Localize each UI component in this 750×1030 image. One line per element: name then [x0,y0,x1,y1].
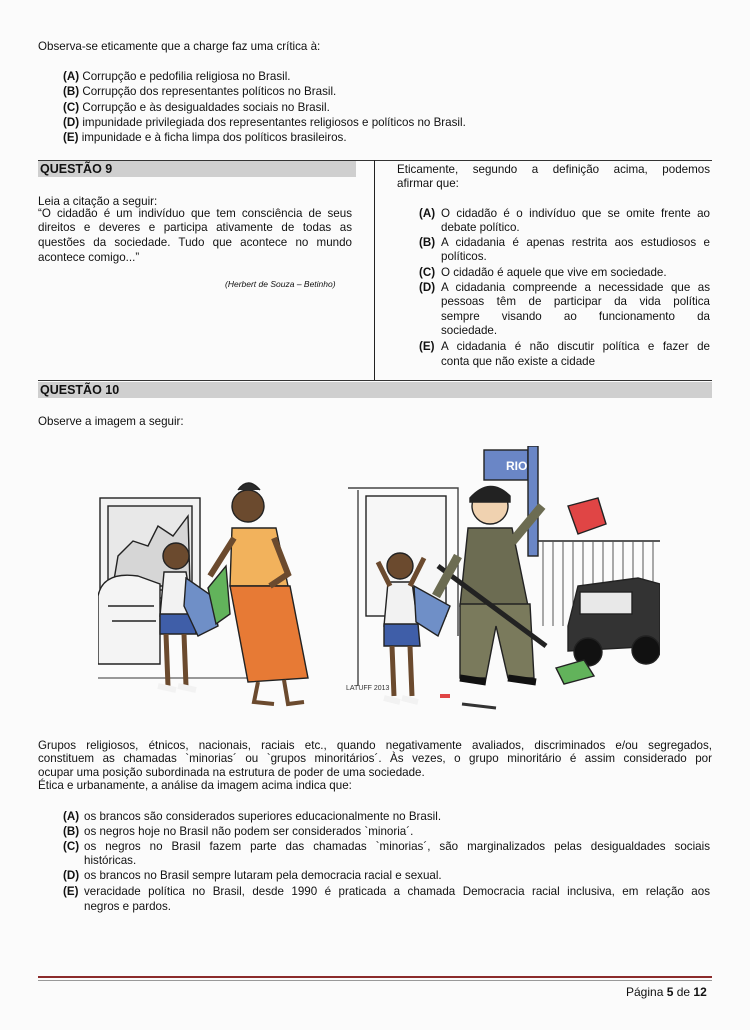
q9-option-b-line-2: políticos. [441,250,487,263]
q9-quote-line-3: questões da sociedade. Tudo que acontece no mundo [38,236,352,249]
q10-option-e-letter: (E) [63,885,79,898]
q10-top-rule [38,380,712,381]
q9-quote-line-2: direitos e deveres e participa ativamente de todas as [38,221,352,234]
q10-option-b-line-1: os negros hoje no Brasil não podem ser considerados `minoria´. [84,825,414,838]
q9-reference: (Herbert de Souza – Betinho) [225,279,336,289]
q9-right-intro-1: Eticamente, segundo a definição acima, podemos [397,163,710,176]
q10-option-b-letter: (B) [63,825,80,838]
q10-option-e-line-1: veracidade política no Brasil, desde 1990 é praticada a chamada Democracia racial inclusiva, em relação aos [84,885,710,898]
q10-paragraph-line-1: Grupos religiosos, étnicos, nacionais, raciais etc., quando negativamente avaliados, discriminados e/ou segregados, [38,739,712,752]
q9-right-intro-2: afirmar que: [397,177,459,190]
q9-option-e-line-1: A cidadania é não discutir política e fazer de [441,340,710,353]
q10-paragraph-line-3: ocupar uma posição subordinada na estrutura de poder de uma sociedade. [38,766,425,779]
q9-intro: Leia a citação a seguir: [38,195,158,208]
q9-option-d-line-2: pessoas têm de participar da vida política [441,295,710,308]
q9-option-d-line-3: sempre visando ao funcionamento da [441,310,710,323]
q8-option-b: (B) Corrupção dos representantes políticos no Brasil. [63,85,337,98]
q10-option-a-line-1: os brancos são considerados superiores educacionalmente no Brasil. [84,810,442,823]
q10-option-c-line-2: históricas. [84,854,137,867]
q10-option-d-line-1: os brancos no Brasil sempre lutaram pela democracia racial e sexual. [84,869,442,882]
footer-rule-thin [38,980,712,981]
q9-option-a-line-1: O cidadão é o indivíduo que se omite frente ao [441,207,710,220]
q9-option-d-line-4: sociedade. [441,324,498,337]
q9-header: QUESTÃO 9 [38,161,356,177]
q9-divider [374,160,375,380]
q10-option-e-line-2: negros e pardos. [84,900,172,913]
q9-option-e-line-2: conta que não existe a cidade [441,355,596,368]
cartoonist-signature: LATUFF 2013 [346,685,390,692]
sign-text: RIO [506,459,528,473]
q8-option-c: (C) Corrupção e às desigualdades sociais no Brasil. [63,101,330,114]
q9-option-a-line-2: debate político. [441,221,520,234]
q9-option-b-letter: (B) [419,236,436,249]
q10-intro: Observe a imagem a seguir: [38,415,184,428]
q10-option-d-letter: (D) [63,869,80,882]
q9-option-a-letter: (A) [419,207,436,220]
q10-question: Ética e urbanamente, a análise da imagem acima indica que: [38,779,352,792]
cartoon-illustration [98,446,660,726]
q10-header: QUESTÃO 10 [38,382,712,398]
q9-option-d-line-1: A cidadania compreende a necessidade que as [441,281,710,294]
page-number: Página 5 de 12 [626,985,707,999]
q9-quote-line-4: acontece comigo...” [38,251,140,264]
q10-option-c-letter: (C) [63,840,80,853]
q9-option-b-line-1: A cidadania é apenas restrita aos estudiosos e [441,236,710,249]
q8-stem: Observa-se eticamente que a charge faz uma crítica à: [38,40,321,53]
q9-option-c-letter: (C) [419,266,436,279]
q9-option-e-letter: (E) [419,340,435,353]
q8-option-d: (D) impunidade privilegiada dos representantes religiosos e políticos no Brasil. [63,116,466,129]
footer-rule [38,976,712,978]
q8-option-e: (E) impunidade e à ficha limpa dos políticos brasileiros. [63,131,347,144]
q10-option-c-line-1: os negros no Brasil fazem parte das chamadas `minorias´, são marginalizados pelas desigualdades sociais [84,840,710,853]
q10-paragraph-line-2: constituem as chamadas `minorias´ ou `grupos minoritários´. Às vezes, o grupo minoritário é assim considerado por [38,752,712,765]
q10-option-a-letter: (A) [63,810,80,823]
q9-option-d-letter: (D) [419,281,436,294]
q9-quote-line-1: “O cidadão é um indivíduo que tem consciência de seus [38,207,352,220]
q8-option-a: (A) Corrupção e pedofilia religiosa no Brasil. [63,70,291,83]
q9-option-c-line-1: O cidadão é aquele que vive em sociedade. [441,266,667,279]
